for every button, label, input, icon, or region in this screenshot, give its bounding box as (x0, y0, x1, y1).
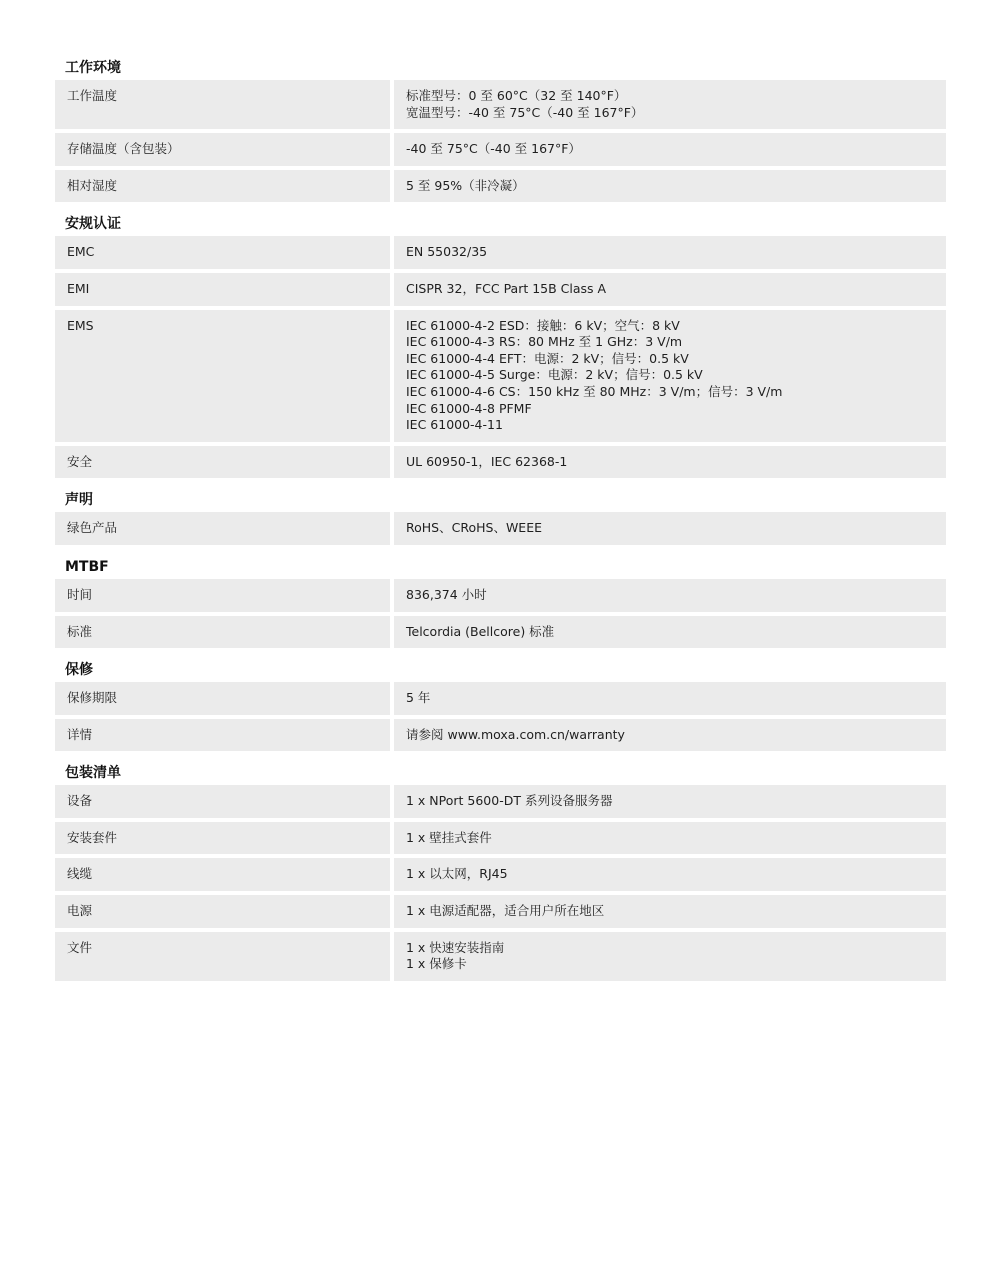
spec-row (55, 236, 946, 269)
spec-table (55, 785, 946, 981)
spec-row (55, 310, 946, 442)
spec-value-line: 1 x 壁挂式套件 (406, 829, 492, 845)
spec-row (55, 170, 946, 203)
section-title: 安规认证 (65, 216, 121, 233)
spec-value-line: IEC 61000-4-3 RS：80 MHz 至 1 GHz：3 V/m (406, 334, 683, 350)
spec-row (55, 822, 946, 855)
spec-label: 时间 (55, 579, 390, 612)
spec-label: 电源 (55, 895, 390, 928)
spec-value (394, 932, 946, 981)
section-title: 包装清单 (65, 765, 121, 782)
spec-value-line: Telcordia (Bellcore) 标准 (406, 623, 555, 639)
spec-value (394, 785, 946, 818)
spec-value-line: IEC 61000-4-11 (406, 417, 503, 433)
spec-value (394, 822, 946, 855)
spec-label: 保修期限 (55, 682, 390, 715)
spec-label: EMI (55, 273, 390, 306)
spec-value-line: IEC 61000-4-2 ESD：接触：6 kV；空气：8 kV (406, 317, 680, 333)
spec-row (55, 446, 946, 479)
spec-section (55, 761, 946, 981)
spec-label: 安装套件 (55, 822, 390, 855)
spec-section (55, 555, 946, 648)
spec-value (394, 682, 946, 715)
spec-value-line: 请参阅 www.moxa.com.cn/warranty (406, 726, 625, 742)
spec-value-line: IEC 61000-4-8 PFMF (406, 400, 532, 416)
spec-section (55, 56, 946, 202)
spec-value-line: RoHS、CRoHS、WEEE (406, 520, 542, 536)
spec-section (55, 488, 946, 545)
spec-table (55, 80, 946, 202)
spec-table (55, 512, 946, 545)
spec-value-line: 836,374 小时 (406, 586, 487, 602)
spec-label: 绿色产品 (55, 512, 390, 545)
spec-row (55, 719, 946, 752)
spec-section (55, 212, 946, 478)
spec-row (55, 785, 946, 818)
spec-table (55, 682, 946, 751)
spec-document (55, 56, 946, 981)
spec-value-line: UL 60950-1，IEC 62368-1 (406, 453, 568, 469)
spec-row (55, 273, 946, 306)
spec-value-line: 1 x NPort 5600-DT 系列设备服务器 (406, 793, 613, 809)
spec-value-line: CISPR 32，FCC Part 15B Class A (406, 280, 607, 296)
section-title: 声明 (65, 492, 93, 509)
spec-value (394, 616, 946, 649)
spec-label: 设备 (55, 785, 390, 818)
spec-value-line: 标准型号：0 至 60°C（32 至 140°F） (406, 88, 627, 103)
spec-section (55, 658, 946, 751)
spec-label: 安全 (55, 446, 390, 479)
spec-label: 线缆 (55, 858, 390, 891)
spec-value-line: 1 x 以太网，RJ45 (406, 866, 508, 882)
spec-value-line: IEC 61000-4-4 EFT：电源：2 kV；信号：0.5 kV (406, 350, 689, 366)
spec-value-line: IEC 61000-4-6 CS：150 kHz 至 80 MHz：3 V/m；信号：3 V/m (406, 383, 783, 399)
spec-row (55, 682, 946, 715)
spec-row (55, 858, 946, 891)
spec-label: 存储温度（含包装） (55, 133, 390, 166)
section-title: MTBF (65, 558, 109, 575)
spec-value-line: 1 x 电源适配器，适合用户所在地区 (406, 903, 605, 919)
spec-value-line: -40 至 75°C（-40 至 167°F） (406, 141, 581, 157)
spec-value (394, 80, 946, 129)
spec-value-line: EN 55032/35 (406, 244, 488, 260)
spec-row (55, 80, 946, 129)
spec-value-line: IEC 61000-4-5 Surge：电源：2 kV；信号：0.5 kV (406, 367, 703, 383)
spec-value (394, 858, 946, 891)
spec-value-line: 1 x 保修卡 (406, 956, 467, 972)
spec-row (55, 932, 946, 981)
spec-row (55, 616, 946, 649)
spec-value (394, 170, 946, 203)
spec-value (394, 273, 946, 306)
spec-label: 相对湿度 (55, 170, 390, 203)
spec-value (394, 512, 946, 545)
spec-value (394, 310, 946, 442)
spec-label: 标准 (55, 616, 390, 649)
section-title: 工作环境 (65, 60, 121, 76)
spec-value (394, 719, 946, 752)
spec-table (55, 579, 946, 648)
spec-value (394, 133, 946, 166)
spec-label: EMC (55, 236, 390, 269)
spec-row (55, 512, 946, 545)
spec-value (394, 446, 946, 479)
spec-value-line: 1 x 快速安装指南 (406, 939, 505, 955)
spec-label: 文件 (55, 932, 390, 981)
spec-value (394, 236, 946, 269)
spec-value (394, 579, 946, 612)
spec-label: 工作温度 (55, 80, 390, 129)
spec-table (55, 236, 946, 478)
spec-label: 详情 (55, 719, 390, 752)
spec-label: EMS (55, 310, 390, 442)
spec-row (55, 579, 946, 612)
spec-row (55, 133, 946, 166)
spec-value-line: 宽温型号：-40 至 75°C（-40 至 167°F） (406, 104, 644, 120)
spec-value (394, 895, 946, 928)
spec-row (55, 895, 946, 928)
spec-value-line: 5 至 95%（非冷凝） (406, 177, 525, 193)
spec-value-line: 5 年 (406, 690, 431, 706)
section-title: 保修 (65, 662, 93, 679)
